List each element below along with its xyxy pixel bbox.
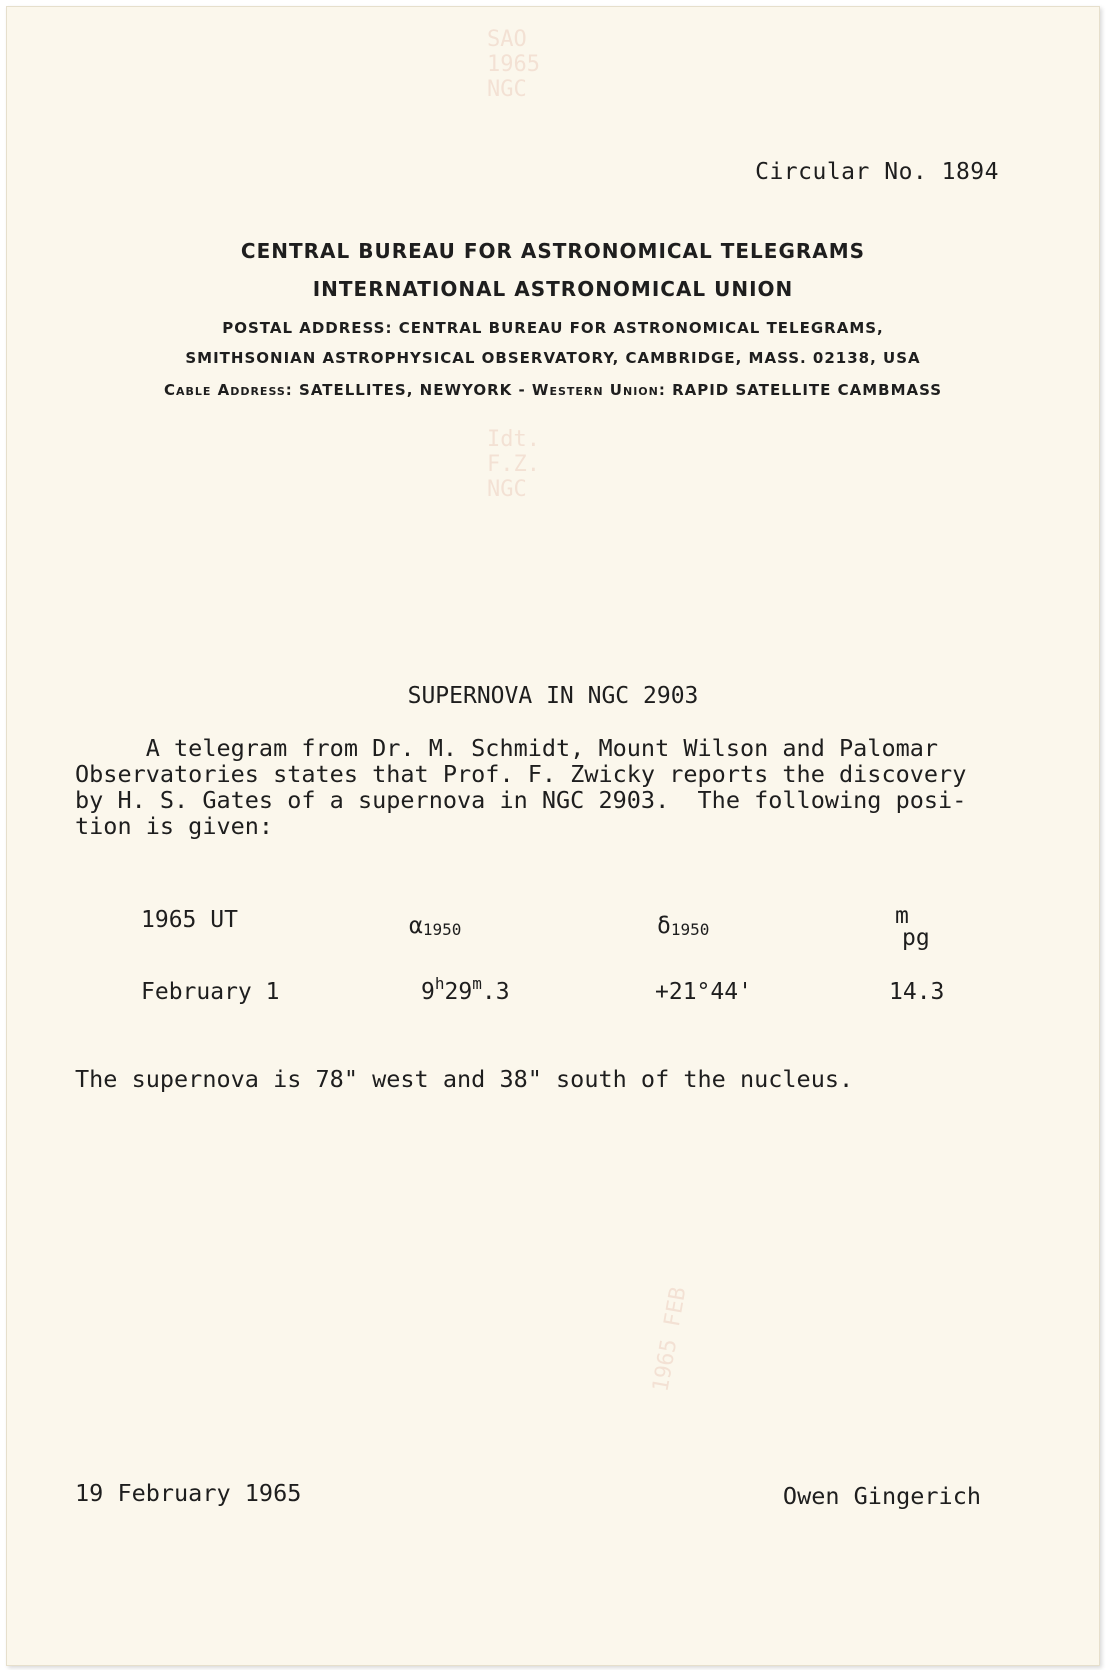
- alpha-symbol: α: [409, 913, 423, 939]
- ra-fraction: .3: [481, 979, 510, 1005]
- postal-address-line2: SMITHSONIAN ASTROPHYSICAL OBSERVATORY, CAMBRIDGE, MASS. 02138, USA: [185, 349, 921, 367]
- col-header-dec: [657, 913, 709, 939]
- faint-stamp-mark: Idt. F.Z. NGC: [487, 427, 540, 502]
- paragraph-line: tion is given:: [75, 812, 274, 840]
- col-header-mag: [895, 905, 945, 949]
- ra-minutes-unit: m: [472, 974, 482, 993]
- right-ascension: [421, 974, 510, 1005]
- cable-address: Cable Address: SATELLITES, NEWYORK - Western Union: RAPID SATELLITE CAMBMASS: [163, 381, 943, 399]
- position-note: The supernova is 78" west and 38" south of the nucleus.: [75, 1065, 854, 1093]
- epoch: 1950: [670, 920, 710, 939]
- faint-stamp-mark: SAO 1965 NGC: [487, 27, 540, 102]
- ra-minutes: 29: [444, 979, 473, 1005]
- col-header-time: 1965 UT: [141, 907, 238, 933]
- circular-page: [6, 6, 1100, 1666]
- mag-subscript: pg: [902, 925, 930, 951]
- paragraph-line: by H. S. Gates of a supernova in NGC 2903. The following posi-: [75, 786, 967, 814]
- declination: +21°44': [655, 979, 752, 1005]
- delta-symbol: δ: [657, 913, 671, 939]
- ra-hours: 9: [421, 979, 435, 1005]
- issue-date: 19 February 1965: [75, 1479, 302, 1507]
- col-header-ra: [409, 913, 461, 939]
- mag-symbol: m: [895, 903, 909, 929]
- circular-number: Circular No. 1894: [755, 159, 999, 185]
- obs-date: February 1: [141, 979, 280, 1005]
- signature: Owen Gingerich: [782, 1482, 981, 1510]
- union-name: INTERNATIONAL ASTRONOMICAL UNION: [312, 277, 794, 301]
- paragraph-line: A telegram from Dr. M. Schmidt, Mount Wilson and Palomar: [75, 734, 939, 762]
- magnitude: 14.3: [889, 979, 945, 1005]
- article-title: SUPERNOVA IN NGC 2903: [407, 683, 699, 709]
- bureau-name: CENTRAL BUREAU FOR ASTRONOMICAL TELEGRAMS: [240, 239, 866, 263]
- ra-hours-unit: h: [434, 974, 445, 993]
- postal-address-line1: POSTAL ADDRESS: CENTRAL BUREAU FOR ASTRONOMICAL TELEGRAMS,: [222, 319, 884, 337]
- faint-stamp-mark: 1965 FEB: [648, 1285, 692, 1394]
- telegram-paragraph: [75, 735, 1005, 839]
- epoch: 1950: [422, 920, 462, 939]
- paragraph-line: Observatories states that Prof. F. Zwicky reports the discovery: [75, 760, 967, 788]
